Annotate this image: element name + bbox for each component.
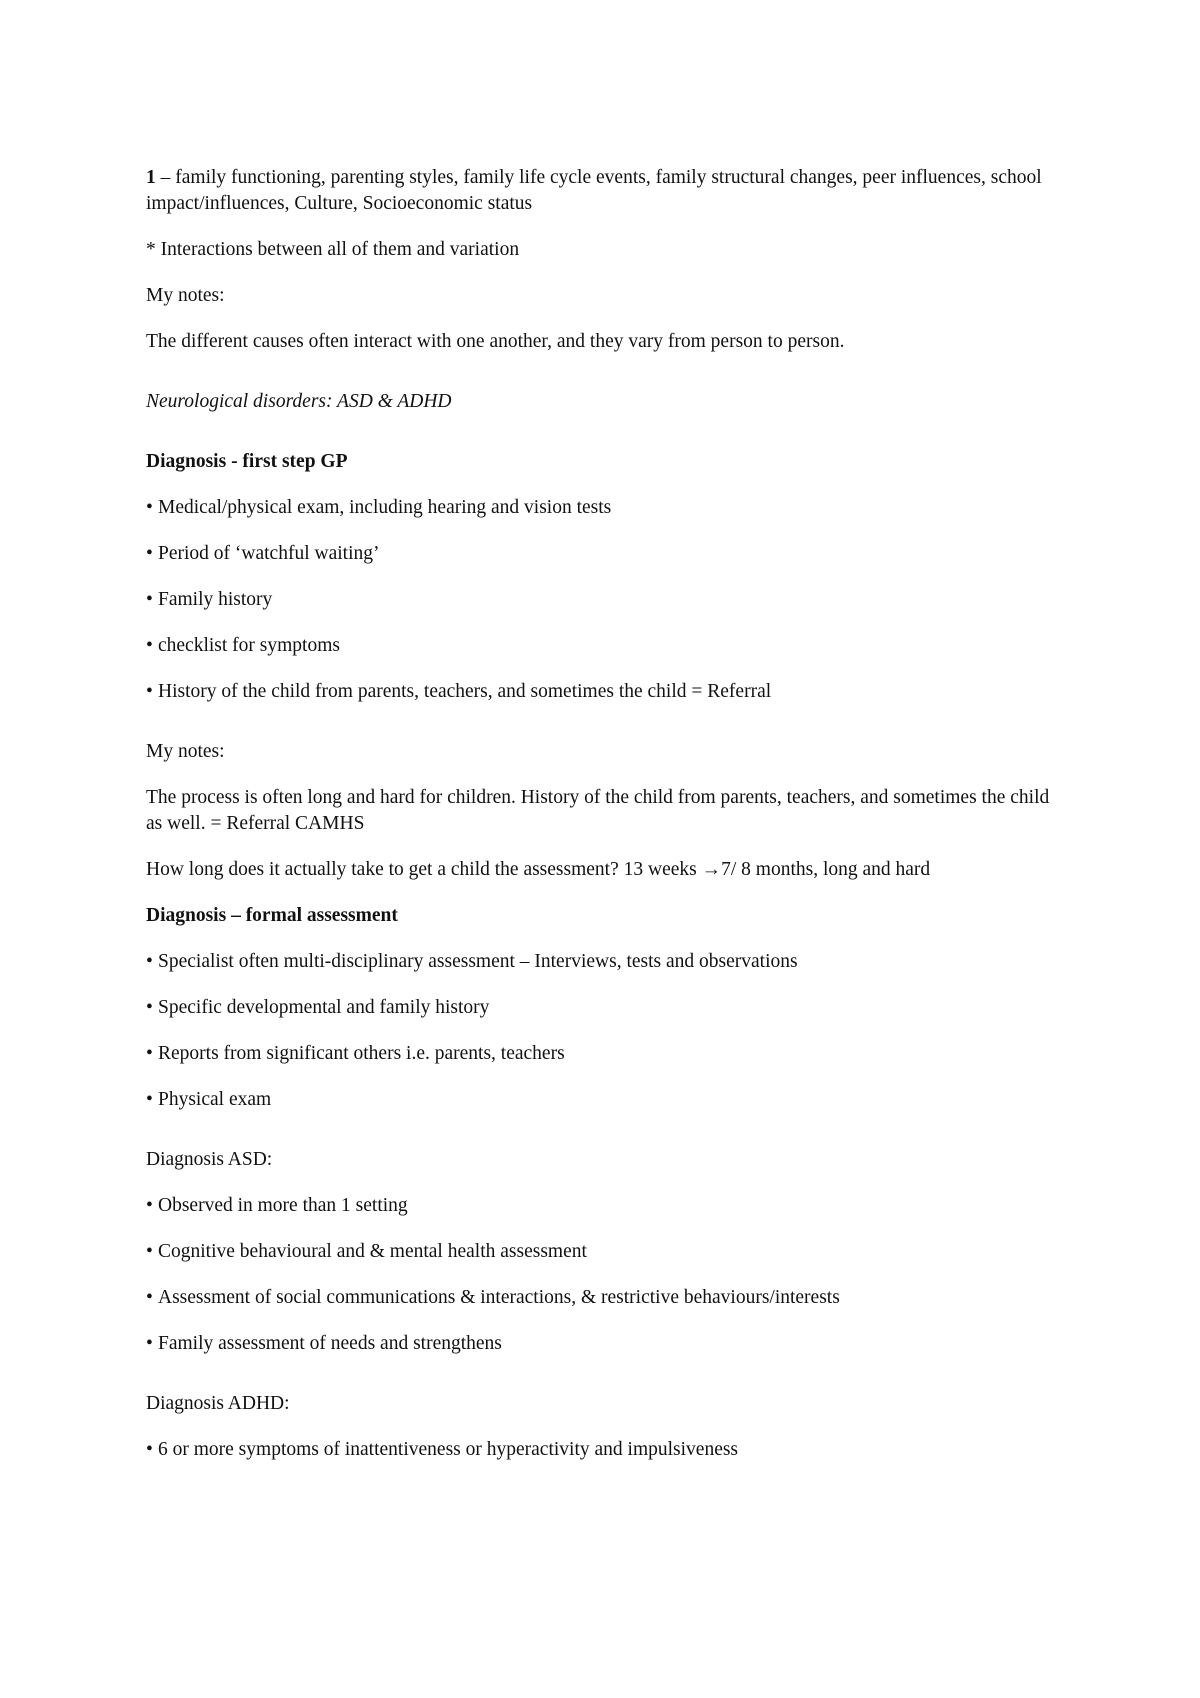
list-item: • Period of ‘watchful waiting’ [146, 541, 1066, 567]
bullet-icon: • [146, 1195, 153, 1216]
bullet-icon: • [146, 543, 153, 564]
intro-text: – family functioning, parenting styles, family life cycle events, family structural changes, peer influences, school impact/influences, Culture, Socioeconomic status [146, 167, 1042, 214]
asd-list [146, 1193, 1066, 1357]
my-notes-label-1: My notes: [146, 285, 225, 306]
bullet-icon: • [146, 1241, 153, 1262]
list-item: • Specific developmental and family history [146, 995, 1066, 1021]
section-title: Neurological disorders: ASD & ADHD [146, 391, 452, 412]
bullet-icon: • [146, 1043, 153, 1064]
intro-number: 1 [146, 167, 156, 188]
list-item: • Family assessment of needs and strengthens [146, 1331, 1066, 1357]
list-item: • checklist for symptoms [146, 633, 1066, 659]
bullet-icon: • [146, 497, 153, 518]
assessment-question: How long does it actually take to get a child the assessment? 13 weeks →7/ 8 months, long and hard [146, 859, 931, 880]
list-item: • History of the child from parents, teachers, and sometimes the child = Referral [146, 679, 1066, 705]
bullet-icon: • [146, 997, 153, 1018]
list-item: • Physical exam [146, 1087, 1066, 1113]
asd-heading: Diagnosis ASD: [146, 1149, 273, 1170]
adhd-heading: Diagnosis ADHD: [146, 1393, 290, 1414]
list-item: • Cognitive behavioural and & mental health assessment [146, 1239, 1066, 1265]
interactions-note: * Interactions between all of them and variation [146, 239, 520, 260]
bullet-icon: • [146, 635, 153, 656]
document-page [146, 165, 1066, 1483]
bullet-icon: • [146, 1439, 153, 1460]
bullet-icon: • [146, 589, 153, 610]
gp-list [146, 495, 1066, 705]
list-item: • Specialist often multi-disciplinary assessment – Interviews, tests and observations [146, 949, 1066, 975]
bullet-icon: • [146, 1089, 153, 1110]
formal-list [146, 949, 1066, 1113]
formal-heading: Diagnosis – formal assessment [146, 905, 398, 926]
adhd-list [146, 1437, 1066, 1463]
my-notes-text-1: The different causes often interact with one another, and they vary from person to person. [146, 331, 845, 352]
list-item: • 6 or more symptoms of inattentiveness or hyperactivity and impulsiveness [146, 1437, 1066, 1463]
my-notes-label-2: My notes: [146, 741, 225, 762]
bullet-icon: • [146, 951, 153, 972]
bullet-icon: • [146, 1287, 153, 1308]
list-item: • Reports from significant others i.e. parents, teachers [146, 1041, 1066, 1067]
intro-paragraph [146, 165, 1066, 217]
bullet-icon: • [146, 1333, 153, 1354]
list-item: • Observed in more than 1 setting [146, 1193, 1066, 1219]
list-item: • Family history [146, 587, 1066, 613]
list-item: • Assessment of social communications & interactions, & restrictive behaviours/interests [146, 1285, 1066, 1311]
list-item: • Medical/physical exam, including hearing and vision tests [146, 495, 1066, 521]
bullet-icon: • [146, 681, 153, 702]
gp-heading: Diagnosis - first step GP [146, 451, 348, 472]
my-notes-text-2: The process is often long and hard for children. History of the child from parents, teachers, and sometimes the child as well. = Referral CAMHS [146, 787, 1050, 834]
